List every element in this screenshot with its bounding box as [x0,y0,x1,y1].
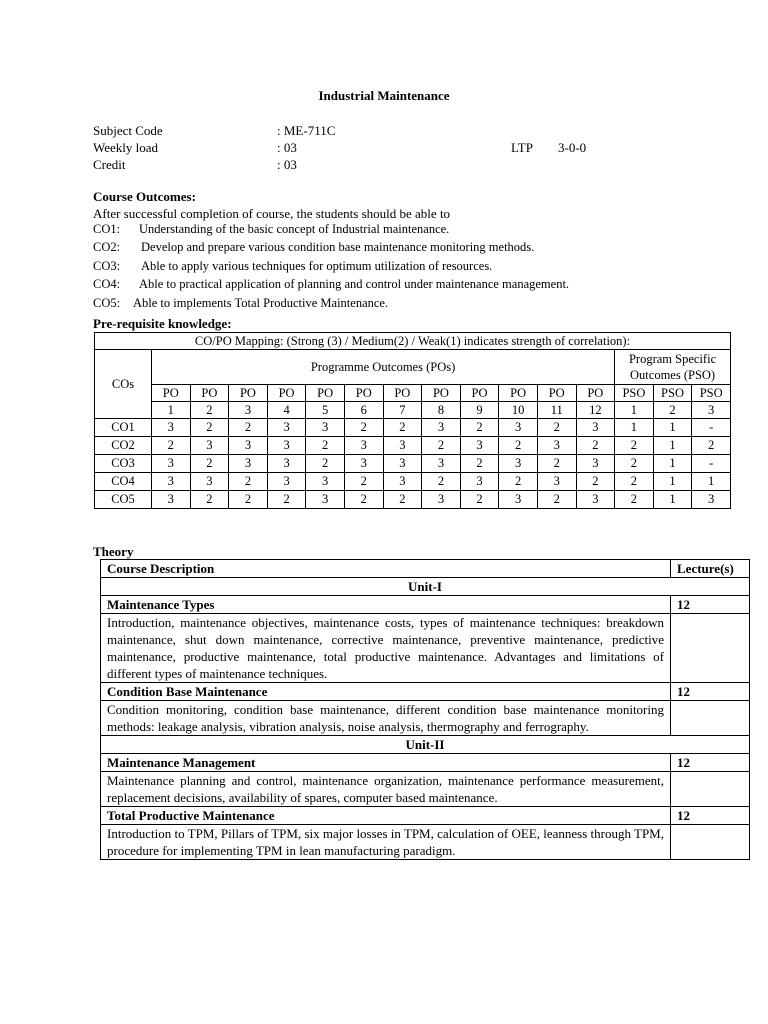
unit-heading: Unit-II [101,736,750,754]
po-col-label: PSO [653,385,692,402]
mapping-cell: 2 [229,473,268,491]
mapping-cell: 2 [615,491,654,509]
mapping-cell: 2 [306,455,345,473]
mapping-cell: 1 [615,419,654,437]
mapping-cell: 2 [537,419,576,437]
mapping-row [95,437,731,455]
mapping-cell: 3 [267,419,306,437]
co-code: CO5: [93,296,121,310]
mapping-cell: 1 [653,473,692,491]
mapping-cell: 2 [615,437,654,455]
po-col-number: 9 [460,402,499,419]
co-label: CO4 [95,473,152,491]
theory-heading: Theory [93,544,134,559]
topic-description: Condition monitoring, condition base maintenance, different condition base maintenance monitoring methods: leakage analysis, vibration analysis, noise analysis, thermography and ferrography. [101,701,671,736]
po-col-number: 3 [229,402,268,419]
topic-lectures-empty [671,825,750,860]
topic-title: Maintenance Types [101,596,671,614]
cos-header: COs [95,350,152,419]
mapping-cell: 3 [499,419,538,437]
co-label: CO1 [95,419,152,437]
mapping-cell: 3 [576,455,615,473]
mapping-cell: 2 [306,437,345,455]
po-col-number: 1 [152,402,191,419]
mapping-cell: 3 [383,455,422,473]
po-col-number: 7 [383,402,422,419]
mapping-cell: 3 [267,455,306,473]
syllabus-table [100,559,750,860]
course-outcome-item [93,222,449,237]
topic-title: Condition Base Maintenance [101,683,671,701]
co-label: CO3 [95,455,152,473]
mapping-cell: 2 [383,419,422,437]
mapping-cell: 3 [152,473,191,491]
mapping-cell: 1 [653,491,692,509]
mapping-cell: 3 [383,473,422,491]
mapping-cell: 2 [537,455,576,473]
co-code: CO2: [93,240,121,254]
mapping-cell: 2 [229,419,268,437]
mapping-cell: 3 [152,455,191,473]
po-col-label: PO [537,385,576,402]
subject-code-value: : ME-711C [277,123,336,138]
co-po-mapping-table [94,332,731,509]
mapping-cell: 1 [692,473,731,491]
mapping-cell: 2 [615,473,654,491]
mapping-cell: 2 [152,437,191,455]
mapping-cell: 3 [267,473,306,491]
mapping-row [95,473,731,491]
co-code: CO1: [93,222,121,236]
co-label: CO5 [95,491,152,509]
co-text: Able to apply various techniques for optimum utilization of resources. [141,259,493,273]
po-col-number: 2 [653,402,692,419]
ltp-label: LTP [511,140,533,155]
mapping-cell: 2 [190,491,229,509]
mapping-cell: 3 [537,473,576,491]
mapping-cell: 3 [306,419,345,437]
co-code: CO4: [93,277,121,291]
mapping-cell: 2 [499,437,538,455]
course-outcome-item [93,277,569,292]
mapping-cell: 2 [344,473,383,491]
topic-lectures: 12 [671,596,750,614]
mapping-cell: 1 [653,419,692,437]
mapping-cell: 2 [383,491,422,509]
mapping-cell: 3 [422,455,461,473]
topic-description: Introduction, maintenance objectives, maintenance costs, types of maintenance techniques: breakdown maintenance, shut down maintenance, corrective maintenance, preventive maintenance, predictive maintenance, productive maintenance, total productive maintenance. Advantages and limitations of different types of maintenance techniques. [101,614,671,683]
po-col-number: 12 [576,402,615,419]
co-text: Able to implements Total Productive Maintenance. [133,296,389,310]
po-col-label: PO [383,385,422,402]
co-text: Able to practical application of planning and control under maintenance management. [139,277,570,291]
po-col-label: PO [190,385,229,402]
mapping-cell: 3 [229,437,268,455]
po-col-number: 1 [615,402,654,419]
po-col-label: PO [344,385,383,402]
weekly-load-label: Weekly load [93,140,159,155]
po-col-number: 4 [267,402,306,419]
po-col-label: PO [152,385,191,402]
mapping-cell: 2 [460,491,499,509]
mapping-cell: 2 [422,437,461,455]
mapping-cell: 3 [422,491,461,509]
topic-description: Introduction to TPM, Pillars of TPM, six major losses in TPM, calculation of OEE, leanness through TPM, procedure for implementing TPM in lean manufacturing paradigm. [101,825,671,860]
subject-info [93,122,613,173]
topic-description: Maintenance planning and control, maintenance organization, maintenance performance measurement, replacement decisions, availability of spares, computer based maintenance. [101,772,671,807]
course-outcomes-heading: Course Outcomes: [93,189,196,204]
mapping-cell: - [692,419,731,437]
course-outcome-item [93,259,492,274]
mapping-cell: - [692,455,731,473]
mapping-cell: 2 [460,455,499,473]
mapping-cell: 2 [229,491,268,509]
mapping-row [95,491,731,509]
mapping-cell: 3 [152,491,191,509]
mapping-cell: 3 [460,437,499,455]
credit-label: Credit [93,157,126,172]
mapping-cell: 2 [460,419,499,437]
mapping-cell: 2 [190,419,229,437]
po-col-label: PO [499,385,538,402]
mapping-cell: 2 [576,437,615,455]
page-title: Industrial Maintenance [318,88,450,103]
mapping-cell: 3 [190,473,229,491]
topic-lectures: 12 [671,683,750,701]
po-col-label: PO [267,385,306,402]
mapping-row [95,455,731,473]
po-col-label: PO [229,385,268,402]
po-col-label: PO [306,385,345,402]
mapping-cell: 2 [499,473,538,491]
po-col-label: PO [422,385,461,402]
unit-heading: Unit-I [101,578,750,596]
mapping-cell: 3 [383,437,422,455]
po-number-row [95,402,731,419]
po-col-number: 3 [692,402,731,419]
co-label: CO2 [95,437,152,455]
po-col-label: PSO [615,385,654,402]
po-col-number: 6 [344,402,383,419]
co-text: Understanding of the basic concept of Industrial maintenance. [139,222,450,236]
mapping-cell: 2 [422,473,461,491]
po-col-number: 8 [422,402,461,419]
mapping-cell: 1 [653,437,692,455]
topic-lectures-empty [671,701,750,736]
mapping-cell: 2 [267,491,306,509]
mapping-cell: 3 [499,455,538,473]
mapping-cell: 3 [229,455,268,473]
mapping-cell: 3 [576,419,615,437]
mapping-cell: 2 [692,437,731,455]
po-col-label: PO [576,385,615,402]
topic-lectures: 12 [671,807,750,825]
course-outcome-item [93,240,534,255]
po-group-header: Programme Outcomes (POs) [152,350,615,385]
co-text: Develop and prepare various condition base maintenance monitoring methods. [141,240,535,254]
topic-lectures-empty [671,772,750,807]
topic-title: Total Productive Maintenance [101,807,671,825]
mapping-cell: 2 [576,473,615,491]
mapping-cell: 3 [306,473,345,491]
po-header-row [95,385,731,402]
prerequisite-heading: Pre-requisite knowledge: [93,316,232,331]
po-col-number: 10 [499,402,538,419]
mapping-cell: 3 [190,437,229,455]
credit-value: : 03 [277,157,297,172]
mapping-cell: 3 [499,491,538,509]
po-col-number: 11 [537,402,576,419]
mapping-cell: 2 [190,455,229,473]
topic-lectures: 12 [671,754,750,772]
mapping-cell: 3 [267,437,306,455]
mapping-cell: 2 [537,491,576,509]
mapping-cell: 3 [422,419,461,437]
po-col-label: PSO [692,385,731,402]
subject-code-label: Subject Code [93,123,163,138]
topic-title: Maintenance Management [101,754,671,772]
mapping-cell: 2 [615,455,654,473]
weekly-load-value: : 03 [277,140,297,155]
mapping-cell: 2 [344,491,383,509]
po-col-number: 2 [190,402,229,419]
mapping-cell: 3 [344,455,383,473]
course-outcome-item [93,296,388,311]
mapping-cell: 3 [692,491,731,509]
co-code: CO3: [93,259,121,273]
mapping-cell: 3 [537,437,576,455]
po-col-label: PO [460,385,499,402]
course-outcomes-intro: After successful completion of course, the students should be able to [93,206,451,221]
mapping-cell: 3 [306,491,345,509]
mapping-caption: CO/PO Mapping: (Strong (3) / Medium(2) / Weak(1) indicates strength of correlation): [95,333,731,350]
mapping-cell: 2 [344,419,383,437]
mapping-cell: 1 [653,455,692,473]
lectures-header: Lecture(s) [671,560,750,578]
mapping-row [95,419,731,437]
mapping-cell: 3 [460,473,499,491]
mapping-cell: 3 [576,491,615,509]
mapping-cell: 3 [152,419,191,437]
mapping-cell: 3 [344,437,383,455]
ltp-value: 3-0-0 [558,140,587,155]
pso-group-header: Program Specific Outcomes (PSO) [615,350,731,385]
course-description-header: Course Description [101,560,671,578]
po-col-number: 5 [306,402,345,419]
topic-lectures-empty [671,614,750,683]
